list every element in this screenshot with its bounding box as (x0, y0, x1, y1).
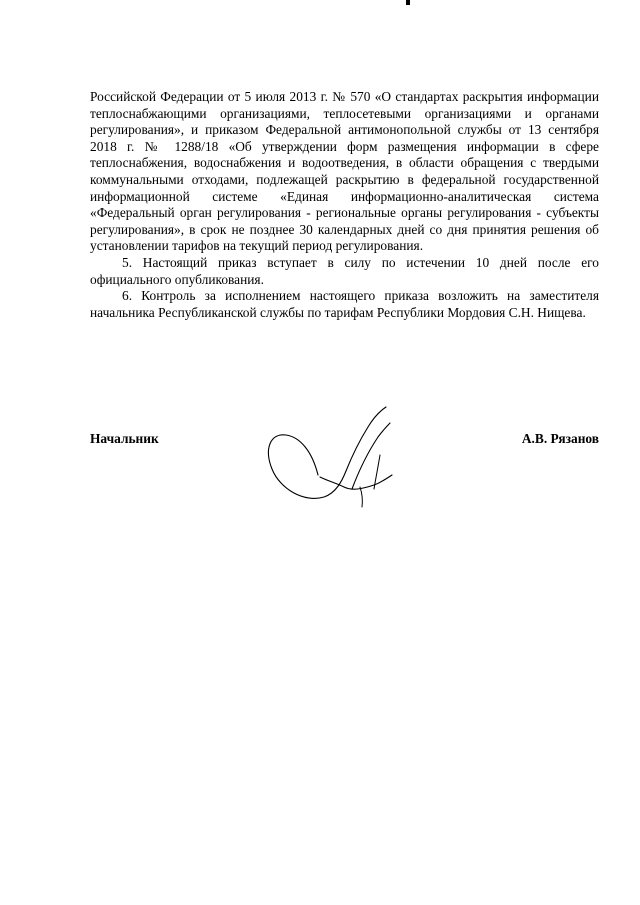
handwritten-signature (262, 403, 402, 513)
document-body (90, 89, 599, 321)
signatory-name: А.В. Рязанов (521, 431, 599, 446)
paragraph-continuation: Российской Федерации от 5 июля 2013 г. № 570 «О стандартах раскрытия информации теплоснабжающими организациями, теплосетевыми организациями и органами регулирования», и приказом Федеральной антимонопольной службы от 13 сентября 2018 г. № 1288/18 «Об утверждении форм размещения информации в сфере теплоснабжения, водоснабжения и водоотведения, в области обращения с твердыми коммунальными отходами, подлежащей раскрытию в федеральной государственной информационной системе «Единая информационно-аналитическая система «Федеральный орган регулирования - региональные органы регулирования - субъекты регулирования», в срок не позднее 30 календарных дней со дня принятия решения об установлении тарифов на текущий период регулирования. (90, 89, 599, 254)
paragraph-item-5: 5. Настоящий приказ вступает в силу по истечении 10 дней после его официального опубликования. (90, 254, 599, 287)
paragraph-item-6: 6. Контроль за исполнением настоящего приказа возложить на заместителя начальника Республиканской службы по тарифам Республики Мордовия С.Н. Нищева. (90, 288, 599, 320)
page-edge-mark (406, 0, 410, 5)
signatory-title: Начальник (90, 431, 159, 446)
